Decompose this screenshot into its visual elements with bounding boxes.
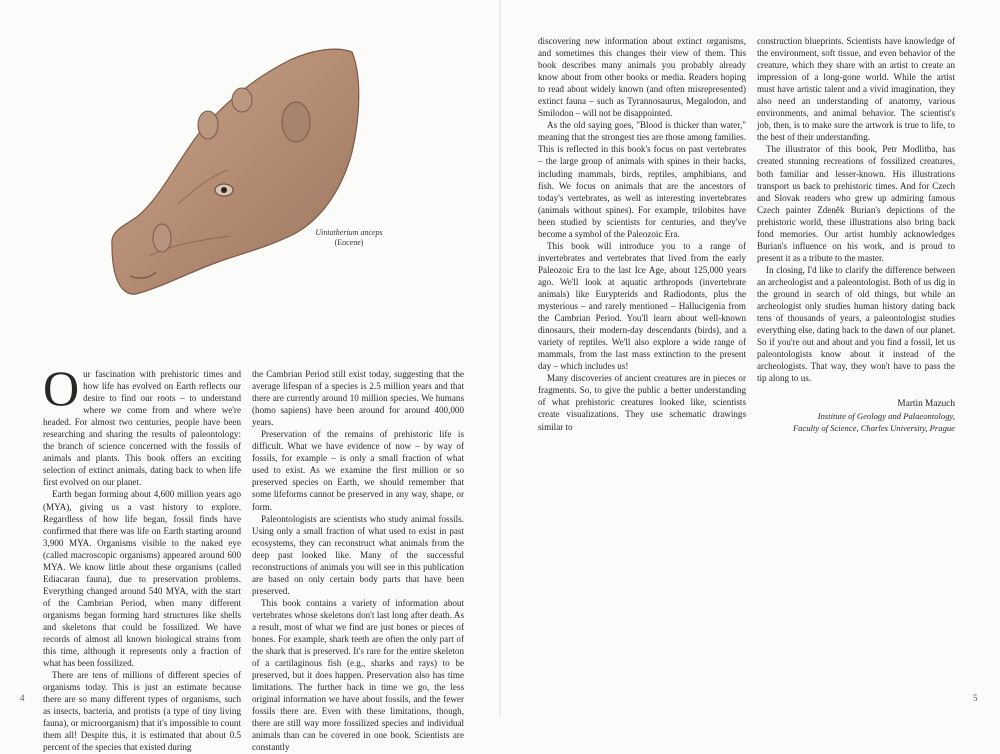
page-number-left: 4 (20, 693, 25, 703)
page-number-right: 5 (973, 693, 978, 703)
author-affiliation-1: Institute of Geology and Palaeontology, (817, 411, 955, 422)
text-column-3 (538, 35, 746, 433)
paragraph: Preservation of the remains of prehistoric life is difficult. What we have evidence of now – by way of fossils, for example – is only a small fraction of what used to exist. As we examine the first million or so preserved species on Earth, we should remember that some lifeforms cannot be preserved in any way, shape, or form. (252, 429, 464, 512)
paragraph: Paleontologists are scientists who study animal fossils. Using only a small fraction of what used to exist in past ecosystems, they can reconstruct what animals from the deep past looked like. Many of the successful reconstructions of animals you will see in this publication are based on only certain body parts that have been preserved. (252, 513, 464, 596)
paragraph: This book contains a variety of information about vertebrates whose skeletons don't last long after death. As a result, most of what we find are just bones or pieces of bones. For example, shark teeth are often the only part of the shark that is preserved. It's rare for the entire skeleton of a cartilaginous fish (e.g., sharks and rays) to be preserved, but it does happen. Preservation also has time limitations. The further back in time we go, the less original information we have about fossils, and the fewer fossils there are. Even with these limitations, though, there are still way more fossilized species and individual animals than can be covered in one book. Scientists are constantly (252, 597, 464, 753)
text-column-4 (757, 35, 955, 434)
drop-cap: O (43, 360, 80, 416)
paragraph: This book will introduce you to a range of invertebrates and vertebrates that lived from the early Paleozoic Era to the last Ice Age, about 125,000 years ago. We'll look at aquatic arthropods (invertebrate animals) like Eurypterids and Radiodonts, plus the mysterious – and rarely mentioned – Hallucigenia from the Cambrian Period. You'll learn about well-known dinosaurs, their modern-day descendants (birds), and a variety of reptiles. We'll also explore a wide range of mammals, from the last mass extinction to the present day – which includes us! (538, 240, 746, 372)
paragraph: the Cambrian Period still exist today, suggesting that the average lifespan of a species is 2.5 million years and that there are currently around 10 million species. We humans (homo sapiens) have been around for around 400,000 years. (252, 369, 464, 428)
paragraph: construction blueprints. Scientists have knowledge of the environment, soft tissue, and even behavior of the creature, which they share with an artist to create an impression of a long-gone world. While the artist must have artistic talent and a vivid imagination, they also need an understanding of anatomy, various environments, and animal behavior. The scientist's job, then, is to make sure the artwork is true to life, to the best of their understanding. (757, 36, 955, 143)
paragraph: Many discoveries of ancient creatures are in pieces or fragments. So, to give the public a better understanding of what prehistoric creatures looked like, scientists create visualizations. They use schematic drawings similar to (538, 373, 746, 432)
paragraph: In closing, I'd like to clarify the difference between an archeologist and a paleontologist. Both of us dig in the ground in search of old things, but while an archeologist only studies human history dating back tens of thousands of years, a paleontologist studies everything else, dating back to the dawn of our planet. So if you're out and about and you find a fossil, let us paleontologists know about it instead of the archeologists. That way, they won't have to pass the tip along to us. (757, 264, 955, 384)
paragraph (43, 360, 241, 488)
author-name: Martin Mazuch (897, 399, 955, 410)
author-affiliation-2: Faculty of Science, Charles University, Prague (792, 423, 955, 434)
caption-period: (Eocene) (334, 238, 364, 247)
caption-species: Uintatherium anceps (315, 228, 383, 237)
paragraph: Earth began forming about 4,600 million years ago (MYA), giving us a vast history to explore. Regardless of how life began, fossil finds have confirmed that there was life on Earth starting around 3,900 MYA. Organisms visible to the naked eye (called macroscopic organisms) appeared around 600 MYA. We know little about these organisms (called Ediacaran fauna), due to preservation problems. Everything changed around 540 MYA, with the start of the Cambrian Period, when many different organisms began forming hard structures like shells and skeletons that could be fossilized. We have records of almost all known biological strains from this time, although it represents only a fraction of what has been fossilized. (43, 489, 241, 669)
paragraph-text: ur fascination with prehistoric times and how life has evolved on Earth reflects our desire to find our roots – to understand where we come from and where we're headed. For almost two centuries, people have been researching and sharing the results of paleontology: the branch of science concerned with the fossils of animals and plants. This book offers an exciting selection of extinct animals, dating back to when life first evolved on our planet. (43, 369, 241, 488)
paragraph: As the old saying goes, "Blood is thicker than water," meaning that the strongest ties are those among families. This is reflected in this book's focus on past vertebrates – the large group of animals with spines in their backs, including mammals, birds, reptiles, amphibians, and fish. We focus on animals that are the ancestors of today's vertebrates, as well as interesting invertebrates (animals without spines). For example, trilobites have been studied by scientists for centuries, and they've become a symbol of the Paleozoic Era. (538, 120, 746, 239)
text-column-2 (252, 368, 464, 754)
author-signature (757, 398, 955, 434)
paragraph: The illustrator of this book, Petr Modlitba, has created stunning recreations of fossilized creatures, both familiar and lesser-known. His illustrations transport us back to prehistoric times. And for Czech and Slovak readers who grew up admiring famous Czech painter Zdeněk Burian's depictions of the prehistoric world, these illustrations also bring back fond memories. Our artist humbly acknowledges Burian's influence on his work, and is proud to present it as a tribute to the master. (757, 144, 955, 263)
text-column-1 (43, 360, 241, 754)
illustration-caption (309, 228, 389, 248)
paragraph: discovering new information about extinct organisms, and sometimes this changes their view of them. This book describes many animals you probably already know about from other books or media. Readers hoping to read about widely known (and often misrepresented) extinct fauna – such as Tyrannosaurus, Megalodon, and Smilodon – will not be disappointed. (538, 36, 746, 119)
book-gutter (499, 0, 501, 717)
paragraph: There are tens of millions of different species of organisms today. This is just an estimate because there are so many different types of organisms, such as insects, bacteria, and protists (a type of tiny living fauna), or microorganism) that it's impossible to count them all! Despite this, it is estimated that about 0.5 percent of the species that existed during (43, 670, 241, 753)
uintatherium-skull-illustration (90, 40, 370, 302)
